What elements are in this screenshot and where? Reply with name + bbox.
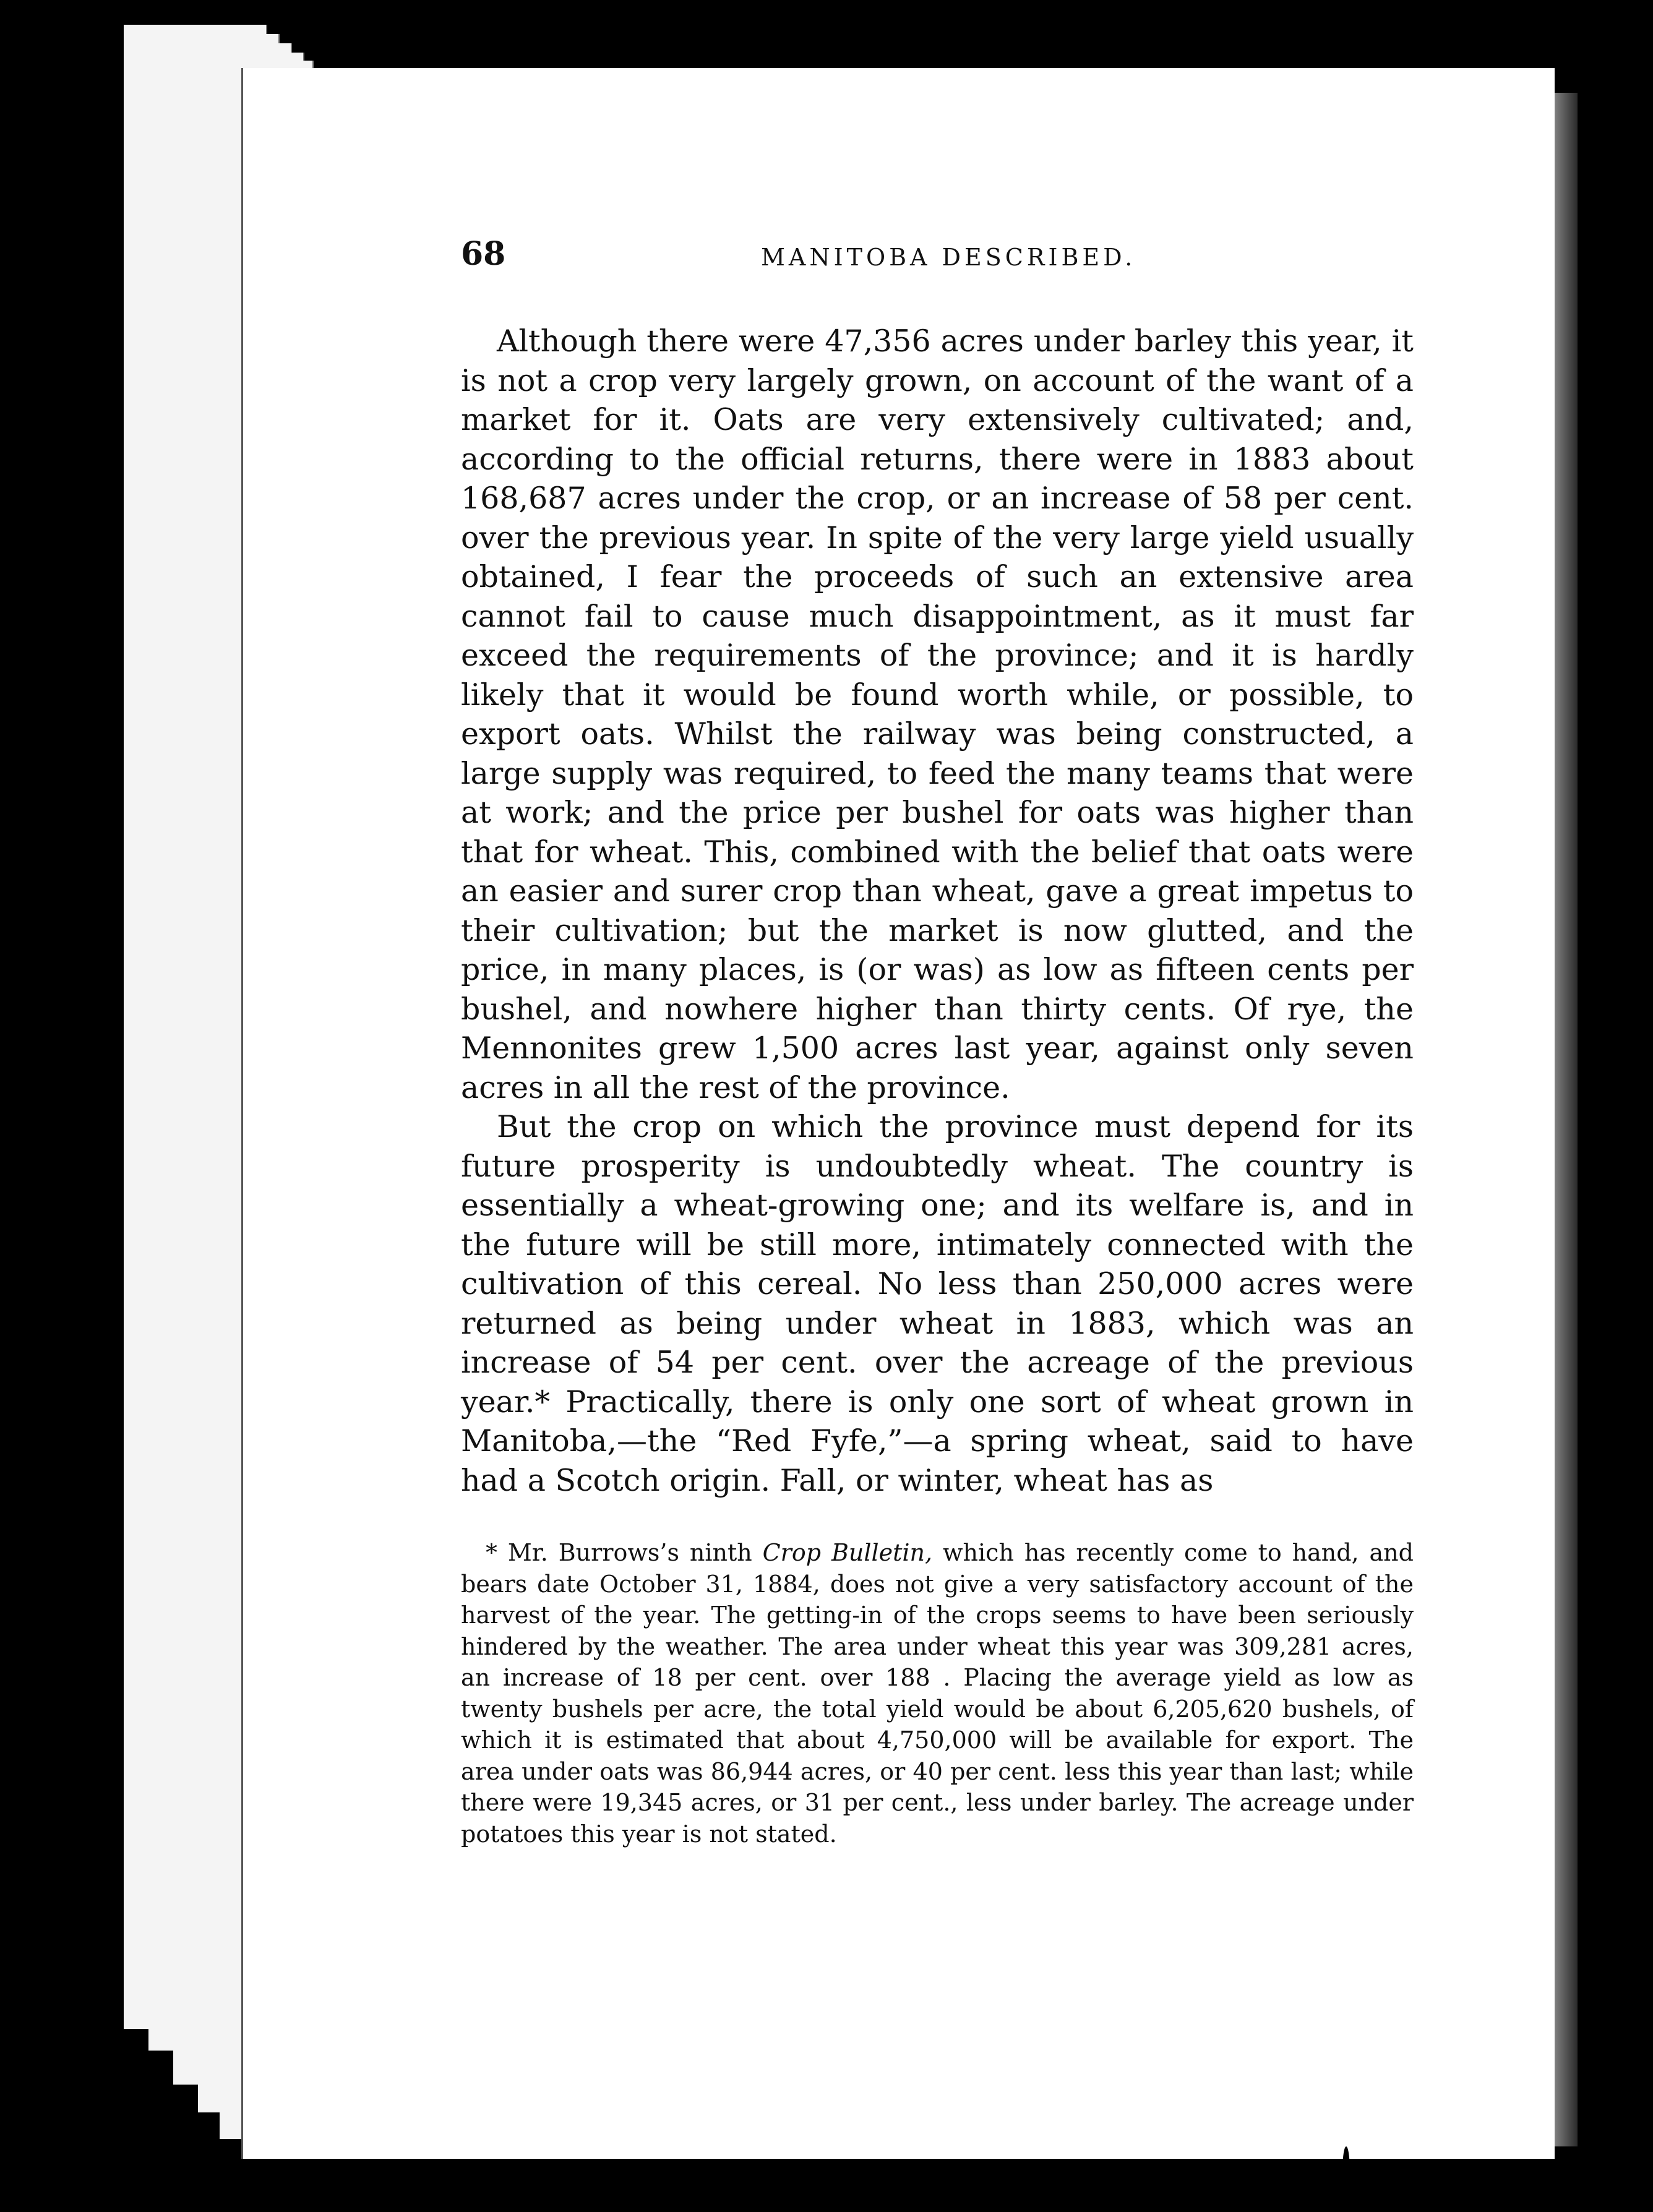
- running-head: [461, 235, 1414, 291]
- page-text: [461, 235, 1414, 1873]
- footnote-publication-title: Crop Bulletin,: [762, 1539, 933, 1566]
- page-number: 68: [461, 235, 506, 273]
- paragraph-wheat: But the crop on which the province must depend for its future prosperity is undoubtedly wheat. The country is essentially a wheat-growing one; and its welfare is, and in the future will be still more, intimately connected with the cultivation of this cereal. No less than 250,000 acres were returned as being under wheat in 1883, which was an increase of 54 per cent. over the acreage of the previous year.* Practically, there is only one sort of wheat grown in Manitoba,—the “Red Fyfe,”—a spring wheat, said to have had a Scotch origin. Fall, or winter, wheat has as: [461, 1109, 1414, 1498]
- footnote-text-start: Mr. Burrows’s ninth: [497, 1539, 763, 1566]
- footnote-marker: *: [486, 1539, 497, 1566]
- footnote-text-end: which has recently come to hand, and bears date October 31, 1884, does not give a very satisfactory account of the harvest of the year. The getting-in of the crops seems to have been seriously hindered by the weather. The area under wheat this year was 309,281 acres, an increase of 18 per cent. over 188 . Placing the average yield as low as twenty bushels per acre, the total yield would be about 6,205,620 bushels, of which it is estimated that about 4,750,000 will be available for export. The area under oats was 86,944 acres, or 40 per cent. less this year than last; while there were 19,345 acres, or 31 per cent., less under barley. The acreage under potatoes this year is not stated.: [461, 1539, 1414, 1848]
- paragraph-barley-oats: Although there were 47,356 acres under barley this year, it is not a crop very largely grown, on account of the want of a market for it. Oats are very extensively cultivated; and, according to the official returns, there were in 1883 about 168,687 acres under the crop, or an increase of 58 per cent. over the previous year. In spite of the very large yield usually obtained, I fear the proceeds of such an extensive area cannot fail to cause much disappointment, as it must far exceed the requirements of the province; and it is hardly likely that it would be found worth while, or possible, to export oats. Whilst the railway was being constructed, a large supply was required, to feed the many teams that were at work; and the price per bushel for oats was higher than that for wheat. This, combined with the belief that oats were an easier and surer crop than wheat, gave a great impetus to their cultivation; but the market is now glutted, and the price, in many places, is (or was) as low as fifteen cents per bushel, and nowhere higher than thirty cents. Of rye, the Mennonites grew 1,500 acres last year, against only seven acres in all the rest of the province.: [461, 324, 1414, 1105]
- running-header-title: MANITOBA DESCRIBED.: [761, 244, 1136, 271]
- footnote: [461, 1537, 1414, 1850]
